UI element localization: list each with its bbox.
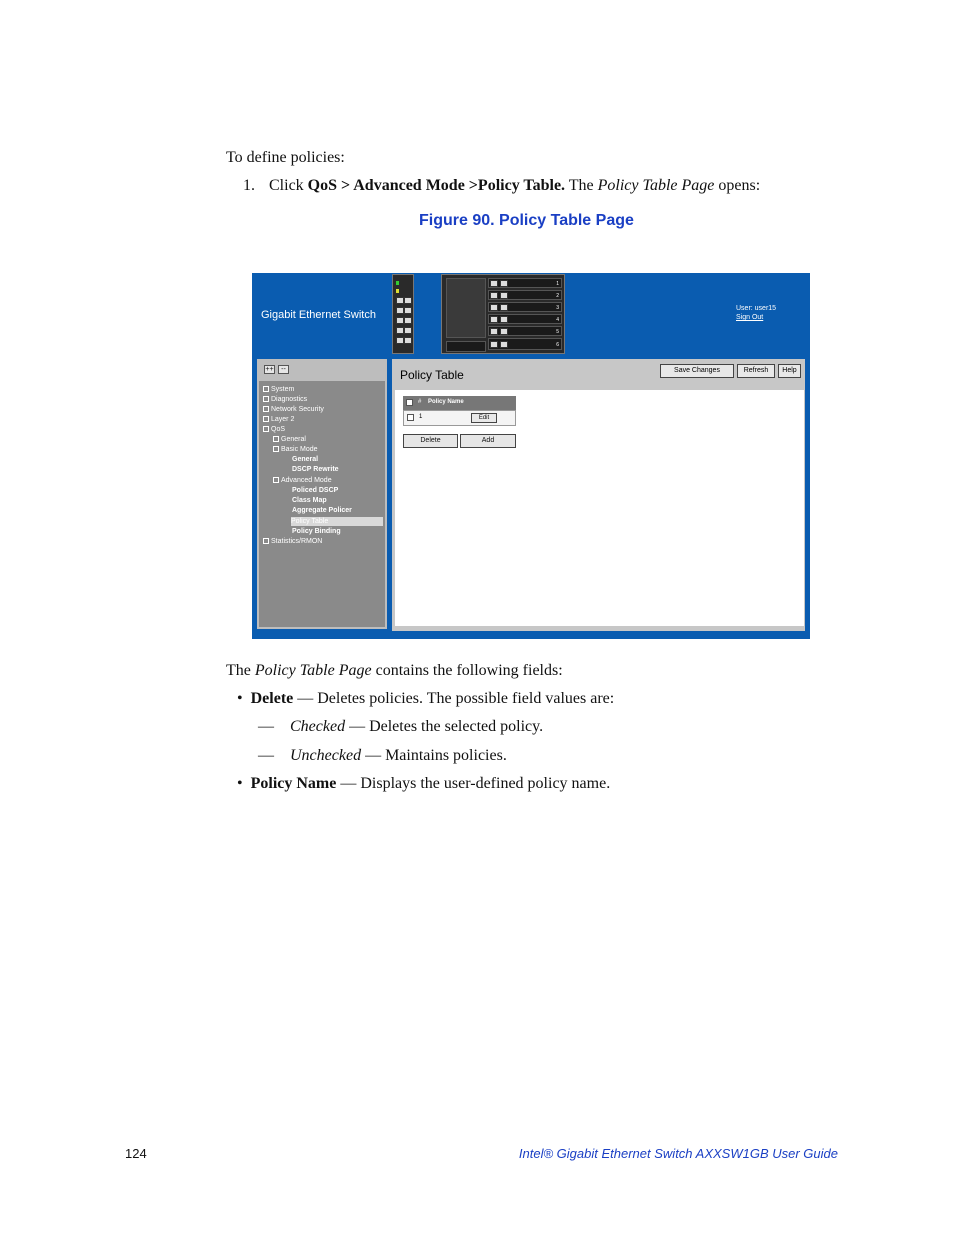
- col-policy-name: Policy Name: [428, 399, 464, 405]
- minus-icon: [273, 477, 279, 483]
- tree-item-statistics-rmon[interactable]: Statistics/RMON: [263, 537, 322, 546]
- plus-icon: [263, 396, 269, 402]
- bullet: •: [237, 690, 243, 707]
- tree-item-advanced-mode[interactable]: Advanced Mode: [273, 476, 332, 485]
- slot-number: 5: [556, 329, 559, 335]
- plus-icon: [263, 406, 269, 412]
- table-row: [403, 410, 516, 426]
- tree-item-qos[interactable]: QoS: [263, 425, 285, 434]
- slot-number: 3: [556, 305, 559, 311]
- step-number: 1.: [243, 177, 255, 194]
- tree-item-aggregate-policer[interactable]: Aggregate Policer: [292, 507, 352, 514]
- plus-icon: [263, 538, 269, 544]
- refresh-button[interactable]: Refresh: [737, 364, 775, 378]
- slot-number: 4: [556, 317, 559, 323]
- slot-number: 2: [556, 293, 559, 299]
- delete-button[interactable]: Delete: [403, 434, 458, 448]
- tree-item-system[interactable]: System: [263, 385, 294, 394]
- sign-out-link[interactable]: Sign Out: [736, 314, 764, 321]
- expand-all-button[interactable]: ++: [265, 366, 274, 373]
- tree-item-class-map[interactable]: Class Map: [292, 497, 327, 504]
- tree-item-policy-table[interactable]: Policy Table: [291, 517, 383, 526]
- tree-item-network-security[interactable]: Network Security: [263, 405, 324, 414]
- slot-number: 6: [556, 342, 559, 348]
- field-delete-name: Delete: [250, 690, 294, 707]
- figure-caption: Figure 90. Policy Table Page: [419, 212, 634, 229]
- row-checkbox[interactable]: [407, 414, 414, 421]
- add-button[interactable]: Add: [460, 434, 516, 448]
- screenshot-figure: [252, 273, 810, 639]
- app-title: Gigabit Ethernet Switch: [261, 309, 376, 321]
- page-heading: Policy Table: [400, 368, 464, 382]
- field-delete: [237, 689, 614, 709]
- plus-icon: [273, 436, 279, 442]
- tree-item-basic-general[interactable]: General: [292, 456, 319, 463]
- fields-intro-page: Policy Table Page: [254, 662, 372, 679]
- collapse-all-button[interactable]: --: [278, 365, 289, 374]
- save-changes-button[interactable]: Save Changes: [660, 364, 734, 378]
- tree-item-basic-mode[interactable]: Basic Mode: [273, 445, 318, 454]
- tree-item-dscp-rewrite[interactable]: DSCP Rewrite: [292, 466, 339, 473]
- main-content: [395, 390, 804, 626]
- col-number: #: [418, 399, 422, 405]
- tree-item-policed-dscp[interactable]: Policed DSCP: [292, 487, 339, 494]
- step-mid: The: [565, 177, 598, 194]
- device-unit-icon: [392, 274, 414, 354]
- value-unchecked: — Unchecked — Maintains policies.: [258, 747, 507, 764]
- value-checked: — Checked — Deletes the selected policy.: [258, 718, 544, 735]
- tree-item-policy-binding[interactable]: Policy Binding: [292, 528, 341, 535]
- plus-icon: [263, 386, 269, 392]
- value-checked-name: Checked: [290, 718, 346, 735]
- row-number: 1: [419, 414, 423, 420]
- main-panel: [392, 359, 805, 631]
- page-number: 124: [125, 1146, 147, 1161]
- fields-intro: The Policy Table Page contains the following fields:: [226, 662, 563, 679]
- slot-number: 1: [556, 281, 559, 287]
- footer-title: Intel® Gigabit Ethernet Switch AXXSW1GB User Guide: [518, 1146, 838, 1161]
- field-delete-desc: — Deletes policies. The possible field values are:: [293, 690, 615, 707]
- sidebar-tree: [259, 381, 385, 627]
- field-policy-name-name: Policy Name: [250, 775, 337, 792]
- step-prefix: Click: [269, 177, 308, 194]
- tree-item-layer-2[interactable]: Layer 2: [263, 415, 294, 424]
- sidebar: [257, 359, 387, 629]
- value-unchecked-name: Unchecked: [290, 747, 362, 764]
- bullet: •: [237, 775, 243, 792]
- step-1: [243, 176, 760, 196]
- chassis-icon: [441, 274, 565, 354]
- step-page-name: Policy Table Page: [597, 177, 715, 194]
- minus-icon: [263, 426, 269, 432]
- select-all-checkbox[interactable]: [406, 399, 413, 406]
- minus-icon: [273, 446, 279, 452]
- user-label: User: user15: [736, 305, 777, 312]
- tree-item-qos-general[interactable]: General: [273, 435, 306, 444]
- intro-text: To define policies:: [226, 149, 345, 166]
- step-suffix: opens:: [714, 177, 761, 194]
- field-policy-name-desc: — Displays the user-defined policy name.: [336, 775, 611, 792]
- field-policy-name: [237, 774, 610, 794]
- step-menu-path: QoS > Advanced Mode >Policy Table.: [307, 177, 566, 194]
- edit-button[interactable]: Edit: [471, 413, 497, 423]
- tree-item-diagnostics[interactable]: Diagnostics: [263, 395, 307, 404]
- help-button[interactable]: Help: [778, 364, 801, 378]
- policy-table-header: [403, 396, 516, 410]
- plus-icon: [263, 416, 269, 422]
